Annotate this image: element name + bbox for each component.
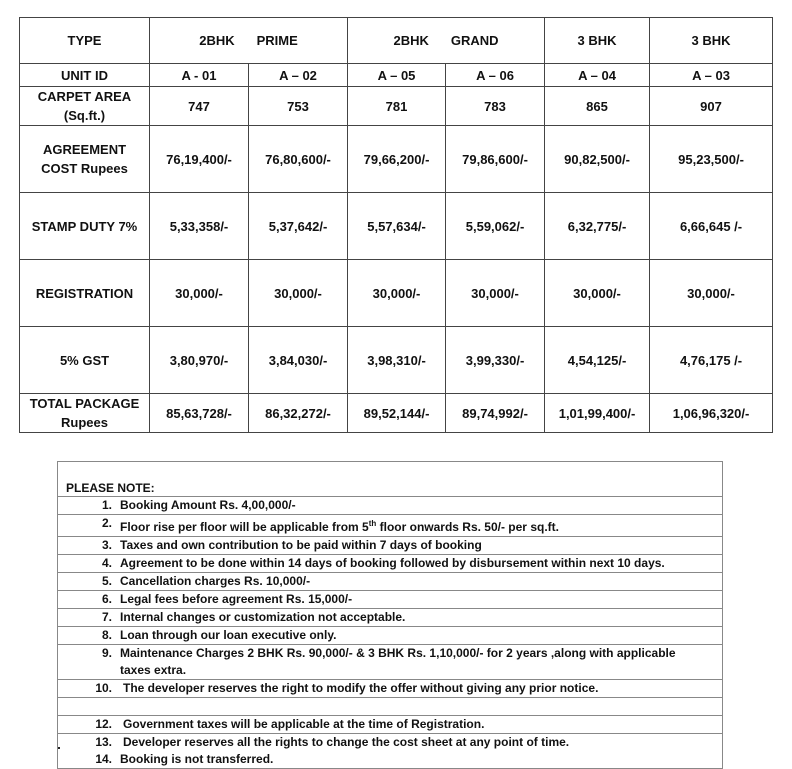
agreement-cost-cell: 76,80,600/- (249, 126, 348, 193)
note-number: 14. (95, 752, 112, 766)
superscript: th (368, 519, 377, 528)
note-text-part: floor onwards Rs. 50/- per sq.ft. (376, 520, 559, 534)
total-package-cell: 86,32,272/- (249, 394, 348, 433)
label-line: COST Rupees (41, 161, 128, 176)
note-text-line: Maintenance Charges 2 BHK Rs. 90,000/- & 3 BHK Rs. 1,10,000/- for 2 years ,along with applicable (120, 646, 676, 660)
note-text: Taxes and own contribution to be paid within 7 days of booking (120, 538, 482, 552)
registration-cell: 30,000/- (446, 260, 545, 327)
note-text: The developer reserves the right to modify the offer without giving any prior notice. (123, 681, 599, 695)
note-item (58, 680, 722, 698)
note-text (120, 515, 722, 536)
registration-cell: 30,000/- (150, 260, 249, 327)
unit-id-cell: A – 05 (348, 64, 446, 87)
gst-label: 5% GST (20, 327, 150, 394)
stamp-duty-label: STAMP DUTY 7% (20, 193, 150, 260)
note-item-empty (58, 698, 722, 716)
note-item (58, 751, 722, 769)
total-package-row (20, 394, 773, 433)
note-text: Booking is not transferred. (120, 752, 274, 766)
note-text: Agreement to be done within 14 days of booking followed by disbursement within next 10 days. (120, 556, 665, 570)
unit-id-cell: A – 04 (545, 64, 650, 87)
gst-cell: 3,84,030/- (249, 327, 348, 394)
registration-label: REGISTRATION (20, 260, 150, 327)
note-number: 12. (95, 717, 112, 731)
unit-id-label: UNIT ID (20, 64, 150, 87)
label-line: CARPET AREA (37, 89, 132, 104)
carpet-area-cell: 907 (650, 87, 773, 126)
registration-cell: 30,000/- (650, 260, 773, 327)
note-text (120, 698, 722, 715)
notes-header (58, 462, 722, 497)
total-package-cell: 85,63,728/- (150, 394, 249, 433)
stamp-duty-cell: 5,37,642/- (249, 193, 348, 260)
type-cell (150, 18, 348, 64)
note-number: 1. (101, 498, 112, 512)
gst-cell: 4,54,125/- (545, 327, 650, 394)
gst-cell: 3,98,310/- (348, 327, 446, 394)
total-package-cell: 1,06,96,320/- (650, 394, 773, 433)
total-package-cell: 1,01,99,400/- (545, 394, 650, 433)
type-variant: PRIME (256, 33, 298, 48)
note-item (58, 515, 722, 537)
label-line: Rupees (61, 415, 108, 430)
note-text: Government taxes will be applicable at the time of Registration. (123, 717, 485, 731)
note-text-part: Floor rise per floor will be applicable from 5 (120, 520, 369, 534)
label-line: TOTAL PACKAGE (29, 396, 140, 411)
note-number: 7. (101, 610, 112, 624)
total-package-cell: 89,52,144/- (348, 394, 446, 433)
note-text-line: taxes extra. (120, 663, 187, 677)
note-number: 8. (101, 628, 112, 642)
note-text: Legal fees before agreement Rs. 15,000/- (120, 592, 353, 606)
type-variant: GRAND (450, 33, 499, 48)
gst-cell: 4,76,175 /- (650, 327, 773, 394)
note-number: 5. (101, 574, 112, 588)
carpet-area-row (20, 87, 773, 126)
label-line: (Sq.ft.) (63, 108, 106, 123)
type-row (20, 18, 773, 64)
stamp-duty-cell: 5,33,358/- (150, 193, 249, 260)
note-number: 4. (101, 556, 112, 570)
agreement-cost-cell: 76,19,400/- (150, 126, 249, 193)
note-item (58, 537, 722, 555)
stamp-duty-cell: 5,57,634/- (348, 193, 446, 260)
cost-sheet-table (19, 17, 773, 433)
type-name: 2BHK (199, 33, 235, 48)
carpet-area-cell: 753 (249, 87, 348, 126)
note-number: 6. (101, 592, 112, 606)
unit-id-cell: A – 02 (249, 64, 348, 87)
note-number: 9. (101, 646, 112, 660)
agreement-cost-cell: 79,66,200/- (348, 126, 446, 193)
type-name: 2BHK (393, 33, 429, 48)
stamp-duty-cell: 6,32,775/- (545, 193, 650, 260)
note-text: Booking Amount Rs. 4,00,000/- (120, 498, 296, 512)
stamp-duty-row (20, 193, 773, 260)
carpet-area-cell: 781 (348, 87, 446, 126)
note-number: 3. (101, 538, 112, 552)
notes-box (57, 461, 723, 769)
note-text: Loan through our loan executive only. (120, 628, 337, 642)
note-text: Cancellation charges Rs. 10,000/- (120, 574, 311, 588)
unit-id-row (20, 64, 773, 87)
registration-cell: 30,000/- (348, 260, 446, 327)
note-number: 2. (101, 516, 112, 530)
agreement-cost-cell: 95,23,500/- (650, 126, 773, 193)
type-cell: 3 BHK (650, 18, 773, 64)
notes-title: PLEASE NOTE: (66, 481, 155, 495)
agreement-cost-row (20, 126, 773, 193)
type-cell (348, 18, 545, 64)
note-item (58, 609, 722, 627)
stray-mark (58, 747, 60, 749)
gst-cell: 3,99,330/- (446, 327, 545, 394)
agreement-cost-cell: 79,86,600/- (446, 126, 545, 193)
unit-id-cell: A – 06 (446, 64, 545, 87)
note-number: 13. (95, 735, 112, 749)
note-item (58, 645, 722, 680)
type-label: TYPE (20, 18, 150, 64)
registration-cell: 30,000/- (545, 260, 650, 327)
agreement-cost-cell: 90,82,500/- (545, 126, 650, 193)
note-item (58, 627, 722, 645)
carpet-area-cell: 865 (545, 87, 650, 126)
stamp-duty-cell: 5,59,062/- (446, 193, 545, 260)
label-line: AGREEMENT (42, 142, 127, 157)
carpet-area-cell: 783 (446, 87, 545, 126)
gst-cell: 3,80,970/- (150, 327, 249, 394)
stamp-duty-cell: 6,66,645 /- (650, 193, 773, 260)
note-item (58, 573, 722, 591)
total-package-label (20, 394, 150, 433)
unit-id-cell: A - 01 (150, 64, 249, 87)
type-cell: 3 BHK (545, 18, 650, 64)
note-item (58, 591, 722, 609)
note-text (120, 645, 722, 679)
note-number: 10. (95, 681, 112, 695)
carpet-area-cell: 747 (150, 87, 249, 126)
registration-row (20, 260, 773, 327)
note-number (58, 698, 120, 715)
agreement-cost-label (20, 126, 150, 193)
note-text: Internal changes or customization not acceptable. (120, 610, 406, 624)
note-item (58, 716, 722, 734)
note-item (58, 497, 722, 515)
total-package-cell: 89,74,992/- (446, 394, 545, 433)
carpet-area-label (20, 87, 150, 126)
gst-row (20, 327, 773, 394)
note-text: Developer reserves all the rights to change the cost sheet at any point of time. (123, 735, 570, 749)
unit-id-cell: A – 03 (650, 64, 773, 87)
registration-cell: 30,000/- (249, 260, 348, 327)
note-item (58, 734, 722, 751)
note-item (58, 555, 722, 573)
